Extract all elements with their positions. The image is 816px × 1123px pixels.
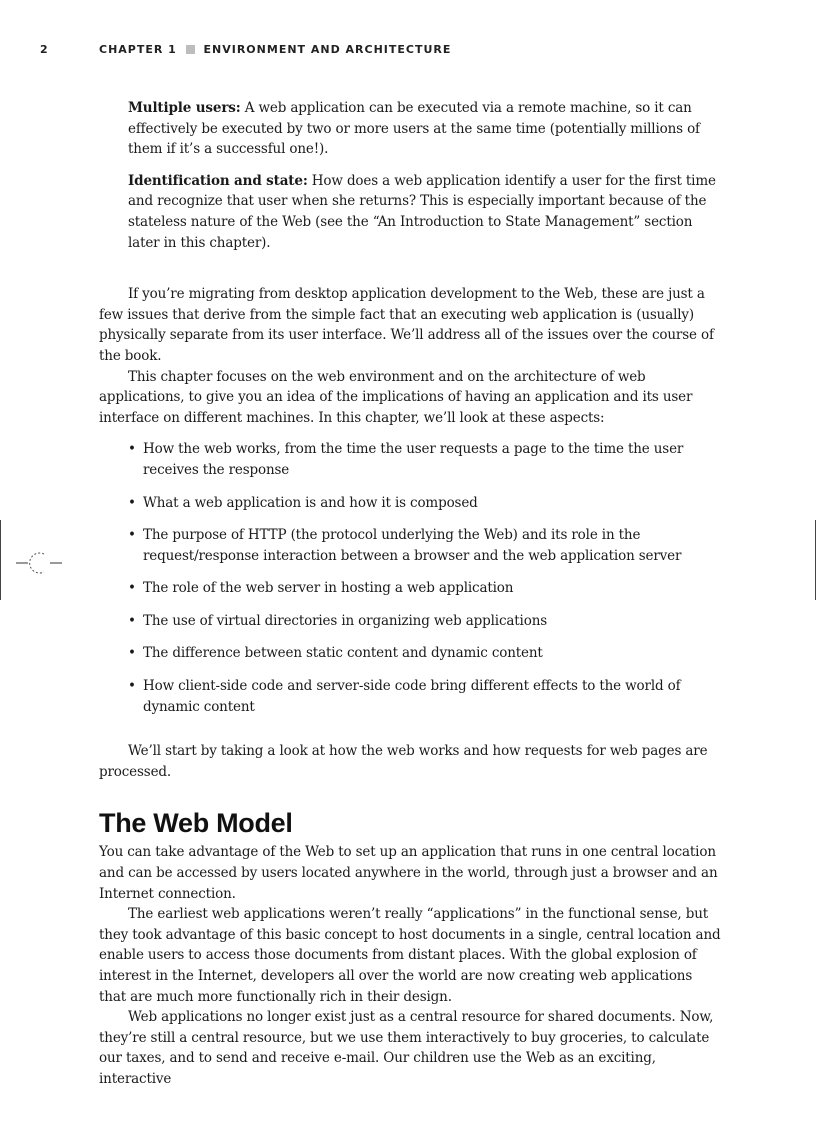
definition-identification-state [128,171,721,253]
list-item [99,643,721,664]
list-item-text: The use of virtual directories in organizing web applications [143,612,548,629]
chapter-number: CHAPTER 1 [99,43,177,56]
bullet-icon: • [128,645,136,662]
bullet-icon: • [128,612,136,629]
list-item-text: How the web works, from the time the user requests a page to the time the user receives the response [143,441,684,478]
list-item-text: The purpose of HTTP (the protocol underlying the Web) and its role in the request/response interaction between a browser and the web application server [143,527,682,564]
chapter-title: ENVIRONMENT AND ARCHITECTURE [203,43,452,56]
aspects-list [99,439,721,717]
list-item [99,578,721,599]
page-body [99,98,721,1090]
definition-term: Multiple users: [128,100,241,116]
list-item [99,611,721,632]
definition-term: Identification and state: [128,172,308,189]
separator-square-icon [186,45,195,54]
section-heading: The Web Model [99,808,293,839]
definition-multiple-users [128,98,721,160]
page-number: 2 [40,43,49,56]
definition-text: How does a web application identify a user for the first time and recognize that user when she returns? This is especially important because of the stateless nature of the Web (see the “An Introduction to State Management” section later in this chapter). [128,172,716,251]
body-paragraph: This chapter focuses on the web environment and on the architecture of web applications, to give you an idea of the implications of having an application and its user interface on different machines. In this chapter, we’ll look at these aspects: [99,368,693,426]
bullet-icon: • [128,580,136,597]
list-item [99,439,721,480]
list-item-text: The difference between static content and dynamic content [143,645,543,662]
list-item [99,676,721,717]
definition-text: A web application can be executed via a remote machine, so it can effectively be executed by two or more users at the same time (potentially millions of them if it’s a successful one!). [128,100,700,158]
bullet-icon: • [128,494,136,511]
body-paragraph: Web applications no longer exist just as a central resource for shared documents. Now, they’re still a central resource, but we use them interactively to buy groceries, to calculate our taxes, and to send and receive e-mail. Our children use the Web as an exciting, interactive [99,1009,714,1087]
body-paragraph: The earliest web applications weren’t really “applications” in the functional sense, but they took advantage of this basic concept to host documents in a single, central location and enable users to access those documents from distant places. With the global explosion of interest in the Internet, developers all over the world are now creating web applications that are much more functionally rich in their design. [99,906,721,1005]
chapter-label [99,43,451,56]
body-paragraph: You can take advantage of the Web to set up an application that runs in one central location and can be accessed by users located anywhere in the world, through just a browser and an Internet connection. [99,844,718,902]
list-item-text: What a web application is and how it is composed [143,494,478,511]
bullet-icon: • [128,678,136,695]
registration-mark-icon [16,550,62,576]
body-paragraph: If you’re migrating from desktop application development to the Web, these are just a few issues that derive from the simple fact that an executing web application is (usually) physically separate from its user interface. We’ll address all of the issues over the course of the book. [99,286,714,364]
list-item-text: The role of the web server in hosting a web application [143,580,514,597]
list-item [99,493,721,514]
bullet-icon: • [128,441,136,458]
bullet-icon: • [128,527,136,544]
crop-mark-left [0,520,1,600]
list-item [99,525,721,566]
closing-paragraph: We’ll start by taking a look at how the web works and how requests for web pages are processed. [99,743,708,780]
list-item-text: How client-side code and server-side code bring different effects to the world of dynamic content [143,678,681,715]
